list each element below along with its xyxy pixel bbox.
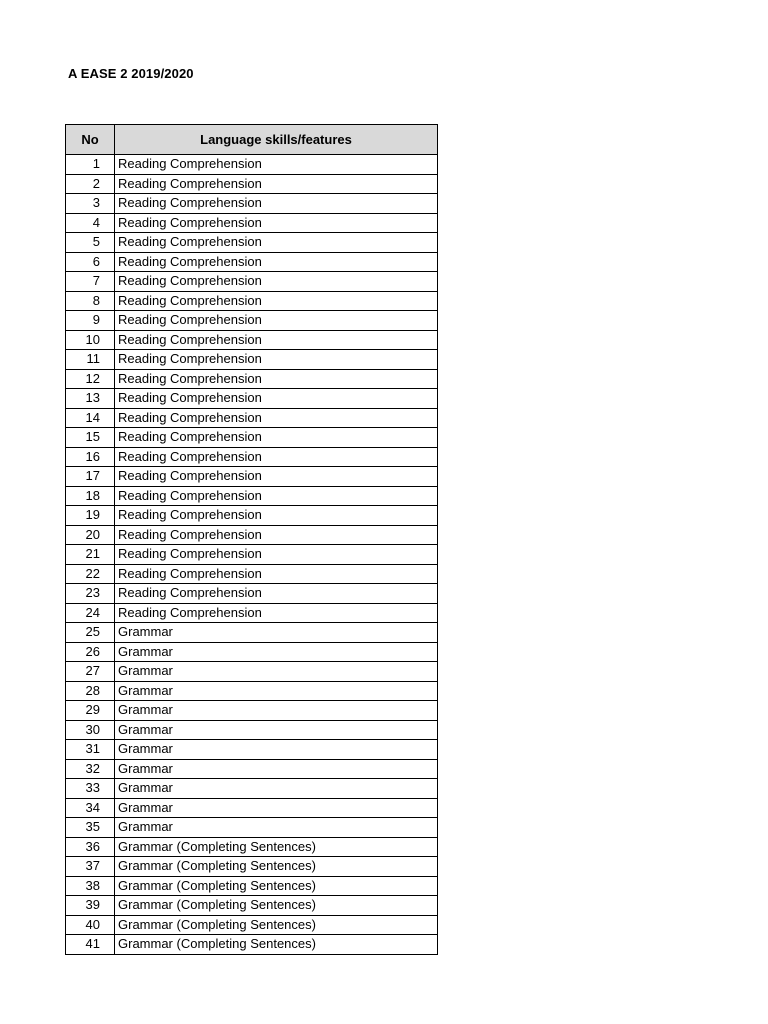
- row-skill: Reading Comprehension: [115, 350, 438, 370]
- table-row: [66, 213, 438, 233]
- row-skill: Grammar: [115, 681, 438, 701]
- row-skill: Reading Comprehension: [115, 447, 438, 467]
- row-skill: Reading Comprehension: [115, 155, 438, 175]
- row-skill: Grammar: [115, 818, 438, 838]
- row-skill: Grammar: [115, 662, 438, 682]
- row-number: 39: [66, 896, 115, 916]
- table-row: [66, 447, 438, 467]
- table-row: [66, 798, 438, 818]
- table-row: [66, 623, 438, 643]
- row-skill: Grammar (Completing Sentences): [115, 837, 438, 857]
- row-number: 7: [66, 272, 115, 292]
- table-row: [66, 584, 438, 604]
- row-skill: Reading Comprehension: [115, 603, 438, 623]
- table-row: [66, 915, 438, 935]
- row-number: 30: [66, 720, 115, 740]
- table-row: [66, 194, 438, 214]
- table-row: [66, 428, 438, 448]
- table-row: [66, 779, 438, 799]
- table-row: [66, 642, 438, 662]
- row-number: 2: [66, 174, 115, 194]
- table-row: [66, 272, 438, 292]
- table-row: [66, 252, 438, 272]
- row-number: 35: [66, 818, 115, 838]
- document-title: A EASE 2 2019/2020: [68, 66, 194, 81]
- table-row: [66, 876, 438, 896]
- row-skill: Grammar (Completing Sentences): [115, 857, 438, 877]
- row-number: 8: [66, 291, 115, 311]
- row-skill: Reading Comprehension: [115, 311, 438, 331]
- table-body: [66, 155, 438, 955]
- table-row: [66, 857, 438, 877]
- table-row: [66, 311, 438, 331]
- row-number: 34: [66, 798, 115, 818]
- row-skill: Reading Comprehension: [115, 467, 438, 487]
- row-number: 23: [66, 584, 115, 604]
- table-row: [66, 330, 438, 350]
- table-row: [66, 525, 438, 545]
- table-row: [66, 155, 438, 175]
- row-skill: Reading Comprehension: [115, 174, 438, 194]
- table-row: [66, 564, 438, 584]
- row-skill: Reading Comprehension: [115, 272, 438, 292]
- table-row: [66, 818, 438, 838]
- table-row: [66, 506, 438, 526]
- row-number: 33: [66, 779, 115, 799]
- row-number: 25: [66, 623, 115, 643]
- row-number: 19: [66, 506, 115, 526]
- row-skill: Reading Comprehension: [115, 564, 438, 584]
- row-number: 3: [66, 194, 115, 214]
- row-number: 14: [66, 408, 115, 428]
- row-number: 41: [66, 935, 115, 955]
- row-number: 4: [66, 213, 115, 233]
- row-skill: Grammar (Completing Sentences): [115, 935, 438, 955]
- table-row: [66, 467, 438, 487]
- table-row: [66, 740, 438, 760]
- row-number: 26: [66, 642, 115, 662]
- table-row: [66, 545, 438, 565]
- row-skill: Grammar (Completing Sentences): [115, 876, 438, 896]
- row-number: 32: [66, 759, 115, 779]
- row-skill: Reading Comprehension: [115, 408, 438, 428]
- row-skill: Grammar: [115, 623, 438, 643]
- row-skill: Reading Comprehension: [115, 486, 438, 506]
- row-skill: Reading Comprehension: [115, 506, 438, 526]
- table-row: [66, 662, 438, 682]
- row-number: 18: [66, 486, 115, 506]
- row-skill: Reading Comprehension: [115, 194, 438, 214]
- row-number: 12: [66, 369, 115, 389]
- table-row: [66, 369, 438, 389]
- row-number: 11: [66, 350, 115, 370]
- column-header-no: No: [66, 125, 115, 155]
- row-skill: Reading Comprehension: [115, 389, 438, 409]
- table-row: [66, 896, 438, 916]
- row-number: 1: [66, 155, 115, 175]
- table-row: [66, 759, 438, 779]
- table-row: [66, 935, 438, 955]
- row-number: 31: [66, 740, 115, 760]
- row-number: 13: [66, 389, 115, 409]
- row-number: 5: [66, 233, 115, 253]
- row-skill: Reading Comprehension: [115, 545, 438, 565]
- row-skill: Grammar: [115, 798, 438, 818]
- table-row: [66, 233, 438, 253]
- row-skill: Reading Comprehension: [115, 233, 438, 253]
- row-skill: Grammar: [115, 701, 438, 721]
- row-number: 28: [66, 681, 115, 701]
- row-number: 38: [66, 876, 115, 896]
- row-skill: Reading Comprehension: [115, 330, 438, 350]
- row-skill: Grammar: [115, 759, 438, 779]
- skills-table: [65, 124, 438, 955]
- row-number: 15: [66, 428, 115, 448]
- row-number: 6: [66, 252, 115, 272]
- table-row: [66, 701, 438, 721]
- row-number: 10: [66, 330, 115, 350]
- row-number: 40: [66, 915, 115, 935]
- row-skill: Reading Comprehension: [115, 428, 438, 448]
- row-skill: Reading Comprehension: [115, 369, 438, 389]
- table-row: [66, 720, 438, 740]
- row-number: 36: [66, 837, 115, 857]
- row-number: 29: [66, 701, 115, 721]
- table-row: [66, 486, 438, 506]
- row-skill: Grammar: [115, 779, 438, 799]
- table-row: [66, 350, 438, 370]
- row-skill: Grammar: [115, 720, 438, 740]
- row-number: 27: [66, 662, 115, 682]
- row-skill: Reading Comprehension: [115, 252, 438, 272]
- row-number: 37: [66, 857, 115, 877]
- row-number: 21: [66, 545, 115, 565]
- table-row: [66, 837, 438, 857]
- row-skill: Reading Comprehension: [115, 213, 438, 233]
- row-skill: Grammar (Completing Sentences): [115, 915, 438, 935]
- row-skill: Grammar: [115, 642, 438, 662]
- row-number: 16: [66, 447, 115, 467]
- row-number: 17: [66, 467, 115, 487]
- row-skill: Reading Comprehension: [115, 291, 438, 311]
- row-skill: Reading Comprehension: [115, 525, 438, 545]
- row-number: 20: [66, 525, 115, 545]
- table-header-row: [66, 125, 438, 155]
- table-row: [66, 681, 438, 701]
- table-row: [66, 389, 438, 409]
- table-row: [66, 291, 438, 311]
- table-row: [66, 174, 438, 194]
- row-number: 22: [66, 564, 115, 584]
- row-number: 24: [66, 603, 115, 623]
- row-skill: Grammar (Completing Sentences): [115, 896, 438, 916]
- row-skill: Grammar: [115, 740, 438, 760]
- column-header-skill: Language skills/features: [115, 125, 438, 155]
- row-number: 9: [66, 311, 115, 331]
- row-skill: Reading Comprehension: [115, 584, 438, 604]
- table-row: [66, 408, 438, 428]
- table-row: [66, 603, 438, 623]
